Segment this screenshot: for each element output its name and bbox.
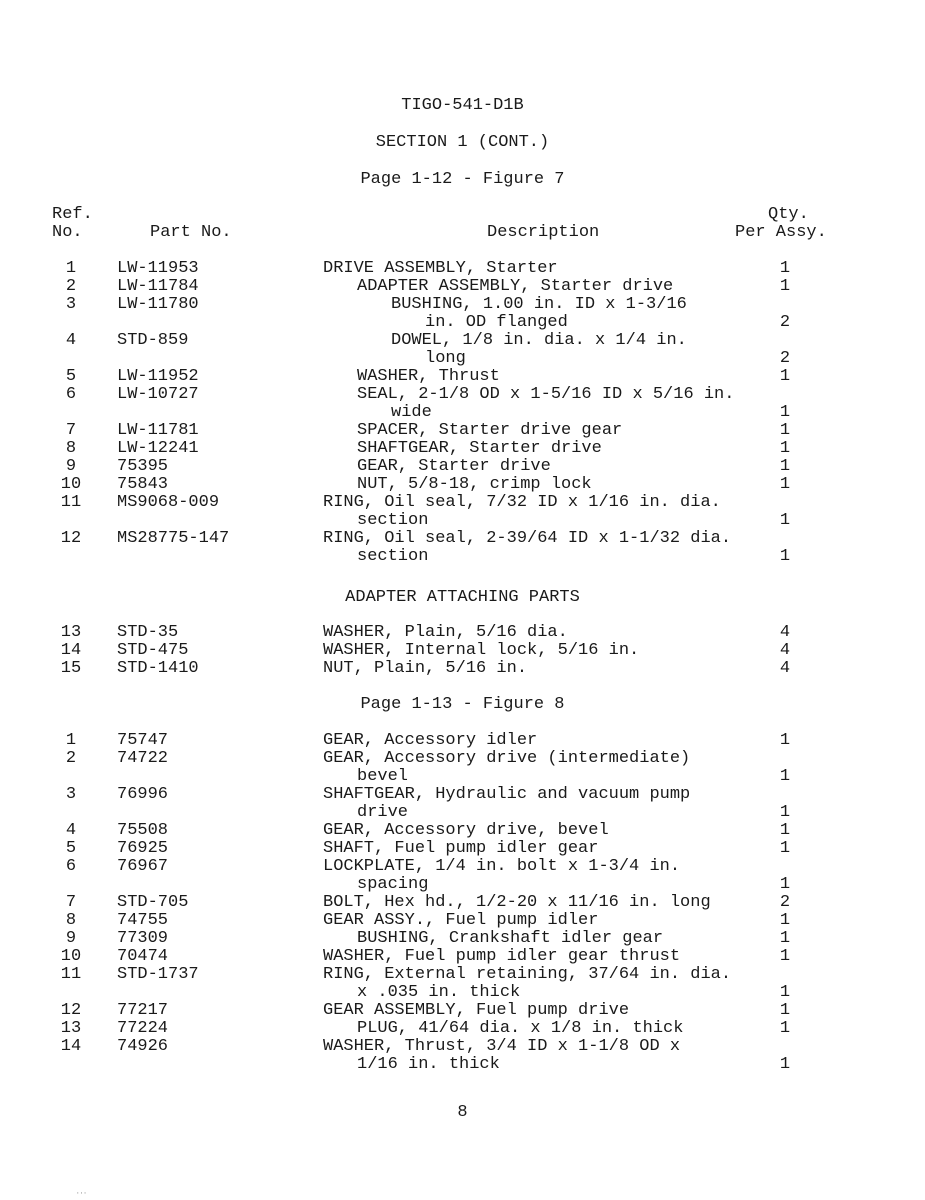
part-number: STD-1737 <box>117 965 199 984</box>
part-number: LW-10727 <box>117 385 199 404</box>
quantity: 1 <box>779 475 791 494</box>
ref-number: 2 <box>65 749 77 768</box>
ref-number: 8 <box>65 439 77 458</box>
quantity: 2 <box>779 893 791 912</box>
quantity: 2 <box>779 349 791 368</box>
description-continuation: section <box>357 511 429 530</box>
ref-number: 15 <box>60 659 82 678</box>
col-ref-line2: No. <box>52 223 83 242</box>
ref-number: 6 <box>65 857 77 876</box>
quantity: 2 <box>779 313 791 332</box>
part-number: MS28775-147 <box>117 529 230 548</box>
ref-number: 1 <box>65 259 77 278</box>
description: LOCKPLATE, 1/4 in. bolt x 1-3/4 in. <box>323 857 681 876</box>
quantity: 1 <box>779 731 791 750</box>
col-ref-line1: Ref. <box>52 205 93 224</box>
part-number: 74755 <box>117 911 169 930</box>
ref-number: 14 <box>60 641 82 660</box>
description: PLUG, 41/64 dia. x 1/8 in. thick <box>357 1019 684 1038</box>
part-number: 76925 <box>117 839 169 858</box>
part-number: 75508 <box>117 821 169 840</box>
quantity: 1 <box>779 1001 791 1020</box>
description-continuation: x .035 in. thick <box>357 983 521 1002</box>
description: RING, External retaining, 37/64 in. dia. <box>323 965 732 984</box>
ref-number: 3 <box>65 295 77 314</box>
part-number: 70474 <box>117 947 169 966</box>
quantity: 4 <box>779 659 791 678</box>
description: GEAR, Accessory drive, bevel <box>323 821 609 840</box>
description: SPACER, Starter drive gear <box>357 421 623 440</box>
description: BUSHING, 1.00 in. ID x 1-3/16 <box>391 295 687 314</box>
ref-number: 12 <box>60 1001 82 1020</box>
quantity: 1 <box>779 803 791 822</box>
description: WASHER, Plain, 5/16 dia. <box>323 623 568 642</box>
part-number: STD-859 <box>117 331 189 350</box>
figure7-title: Page 1-12 - Figure 7 <box>360 170 565 189</box>
description-continuation: bevel <box>357 767 409 786</box>
part-number: 76967 <box>117 857 169 876</box>
description: NUT, 5/8-18, crimp lock <box>357 475 592 494</box>
description-continuation: wide <box>391 403 432 422</box>
description: GEAR, Starter drive <box>357 457 551 476</box>
ref-number: 13 <box>60 1019 82 1038</box>
page-number: 8 <box>457 1103 468 1122</box>
description-continuation: section <box>357 547 429 566</box>
ref-number: 7 <box>65 893 77 912</box>
ref-number: 8 <box>65 911 77 930</box>
part-number: LW-11784 <box>117 277 199 296</box>
ref-number: 1 <box>65 731 77 750</box>
description: SHAFT, Fuel pump idler gear <box>323 839 599 858</box>
description: RING, Oil seal, 7/32 ID x 1/16 in. dia. <box>323 493 721 512</box>
quantity: 1 <box>779 821 791 840</box>
quantity: 1 <box>779 277 791 296</box>
description: SEAL, 2-1/8 OD x 1-5/16 ID x 5/16 in. <box>357 385 735 404</box>
part-number: 76996 <box>117 785 169 804</box>
ref-number: 5 <box>65 839 77 858</box>
part-number: LW-11953 <box>117 259 199 278</box>
quantity: 1 <box>779 767 791 786</box>
description: RING, Oil seal, 2-39/64 ID x 1-1/32 dia. <box>323 529 732 548</box>
ref-number: 11 <box>60 965 82 984</box>
part-number: 75747 <box>117 731 169 750</box>
part-number: LW-11952 <box>117 367 199 386</box>
ref-number: 2 <box>65 277 77 296</box>
part-number: STD-1410 <box>117 659 199 678</box>
document-id: TIGO-541-D1B <box>401 96 524 115</box>
part-number: 74722 <box>117 749 169 768</box>
figure8-title: Page 1-13 - Figure 8 <box>360 695 565 714</box>
quantity: 1 <box>779 947 791 966</box>
description: WASHER, Thrust <box>357 367 500 386</box>
ref-number: 6 <box>65 385 77 404</box>
description: ADAPTER ASSEMBLY, Starter drive <box>357 277 674 296</box>
quantity: 1 <box>779 547 791 566</box>
description: GEAR ASSEMBLY, Fuel pump drive <box>323 1001 630 1020</box>
part-number: 77224 <box>117 1019 169 1038</box>
description: WASHER, Internal lock, 5/16 in. <box>323 641 640 660</box>
quantity: 1 <box>779 839 791 858</box>
part-number: STD-35 <box>117 623 179 642</box>
quantity: 1 <box>779 259 791 278</box>
quantity: 1 <box>779 983 791 1002</box>
ref-number: 13 <box>60 623 82 642</box>
quantity: 1 <box>779 1055 791 1074</box>
col-part-no: Part No. <box>150 223 232 242</box>
description: BOLT, Hex hd., 1/2-20 x 11/16 in. long <box>323 893 711 912</box>
ref-number: 10 <box>60 947 82 966</box>
description: NUT, Plain, 5/16 in. <box>323 659 528 678</box>
quantity: 4 <box>779 623 791 642</box>
col-qty-line1: Qty. <box>768 205 809 224</box>
part-number: LW-11780 <box>117 295 199 314</box>
part-number: 77309 <box>117 929 169 948</box>
part-number: 77217 <box>117 1001 169 1020</box>
ref-number: 10 <box>60 475 82 494</box>
description: GEAR, Accessory drive (intermediate) <box>323 749 691 768</box>
ref-number: 4 <box>65 821 77 840</box>
description-continuation: long <box>425 349 466 368</box>
description: BUSHING, Crankshaft idler gear <box>357 929 664 948</box>
description: WASHER, Thrust, 3/4 ID x 1-1/8 OD x <box>323 1037 681 1056</box>
description-continuation: in. OD flanged <box>425 313 568 332</box>
part-number: MS9068-009 <box>117 493 220 512</box>
quantity: 1 <box>779 367 791 386</box>
ref-number: 7 <box>65 421 77 440</box>
part-number: STD-705 <box>117 893 189 912</box>
description-continuation: spacing <box>357 875 429 894</box>
part-number: LW-12241 <box>117 439 199 458</box>
description: SHAFTGEAR, Hydraulic and vacuum pump <box>323 785 691 804</box>
part-number: STD-475 <box>117 641 189 660</box>
col-qty-line2: Per Assy. <box>735 223 827 242</box>
ref-number: 9 <box>65 457 77 476</box>
description: SHAFTGEAR, Starter drive <box>357 439 602 458</box>
ref-number: 11 <box>60 493 82 512</box>
part-number: 75843 <box>117 475 169 494</box>
part-number: 74926 <box>117 1037 169 1056</box>
quantity: 1 <box>779 875 791 894</box>
description: GEAR, Accessory idler <box>323 731 538 750</box>
part-number: 75395 <box>117 457 169 476</box>
quantity: 1 <box>779 929 791 948</box>
ref-number: 12 <box>60 529 82 548</box>
ref-number: 4 <box>65 331 77 350</box>
description-continuation: 1/16 in. thick <box>357 1055 500 1074</box>
adapter-attaching-parts-heading: ADAPTER ATTACHING PARTS <box>345 588 580 607</box>
description: DOWEL, 1/8 in. dia. x 1/4 in. <box>391 331 687 350</box>
quantity: 1 <box>779 511 791 530</box>
quantity: 1 <box>779 421 791 440</box>
quantity: 1 <box>779 403 791 422</box>
quantity: 1 <box>779 911 791 930</box>
quantity: 1 <box>779 1019 791 1038</box>
part-number: LW-11781 <box>117 421 199 440</box>
description: DRIVE ASSEMBLY, Starter <box>323 259 558 278</box>
description: WASHER, Fuel pump idler gear thrust <box>323 947 681 966</box>
ref-number: 9 <box>65 929 77 948</box>
quantity: 1 <box>779 439 791 458</box>
description-continuation: drive <box>357 803 409 822</box>
quantity: 1 <box>779 457 791 476</box>
col-description: Description <box>487 223 600 242</box>
scan-mark: ⋅⋅⋅ <box>76 1190 87 1197</box>
section-heading: SECTION 1 (CONT.) <box>375 133 550 152</box>
quantity: 4 <box>779 641 791 660</box>
ref-number: 14 <box>60 1037 82 1056</box>
ref-number: 3 <box>65 785 77 804</box>
description: GEAR ASSY., Fuel pump idler <box>323 911 599 930</box>
ref-number: 5 <box>65 367 77 386</box>
